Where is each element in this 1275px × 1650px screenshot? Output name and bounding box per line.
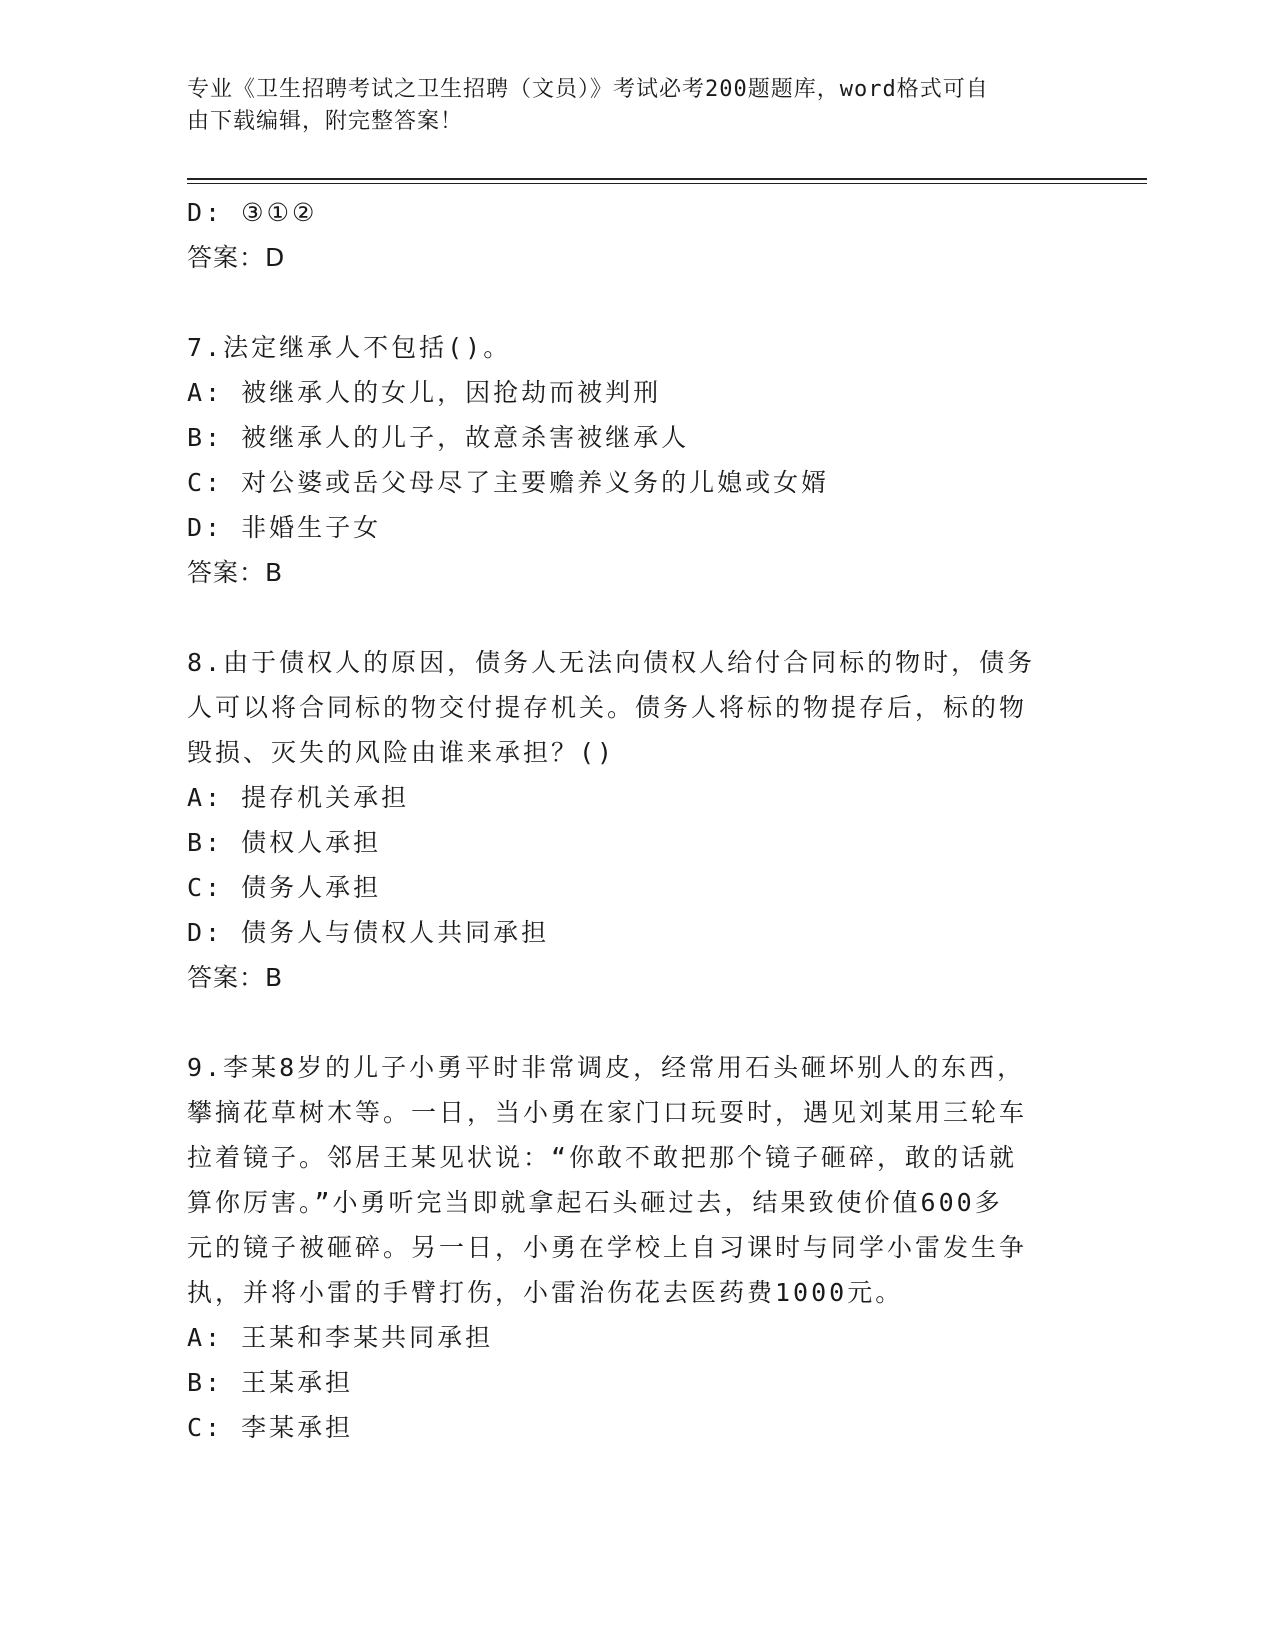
option-a: A: 被继承人的女儿，因抢劫而被判刑 — [187, 378, 662, 407]
option-a: A: 王某和李某共同承担 — [187, 1323, 494, 1352]
option-c: C: 对公婆或岳父母尽了主要赡养义务的儿媳或女婿 — [187, 468, 830, 497]
option-b: B: 王某承担 — [187, 1368, 354, 1397]
option-a: A: 提存机关承担 — [187, 783, 410, 812]
answer: 答案：B — [187, 558, 284, 587]
carryover-answer: 答案：D — [187, 243, 286, 272]
question-stem-line: 毁损、灭失的风险由谁来承担？() — [187, 738, 616, 767]
question-9 — [187, 1045, 1067, 1450]
page-header — [187, 74, 1067, 138]
question-stem-line: 人可以将合同标的物交付提存机关。债务人将标的物提存后，标的物 — [187, 693, 1028, 722]
option-c: C: 债务人承担 — [187, 873, 382, 902]
option-c: C: 李某承担 — [187, 1413, 354, 1442]
page-content — [187, 190, 1067, 1450]
question-stem-line: 8.由于债权人的原因，债务人无法向债权人给付合同标的物时，债务 — [187, 648, 1036, 677]
question-stem-line: 算你厉害。”小勇听完当即就拿起石头砸过去，结果致使价值600多 — [187, 1188, 1003, 1217]
header-divider-thick — [187, 178, 1147, 180]
option-d: D: 非婚生子女 — [187, 513, 382, 542]
question-stem-line: 元的镜子被砸碎。另一日，小勇在学校上自习课时与同学小雷发生争 — [187, 1233, 1028, 1262]
question-stem-line: 拉着镜子。邻居王某见状说：“你敢不敢把那个镜子砸碎，敢的话就 — [187, 1143, 1018, 1172]
question-7 — [187, 325, 1067, 596]
header-divider-thin — [187, 183, 1147, 184]
spacer — [187, 1001, 1067, 1045]
question-8 — [187, 640, 1067, 1001]
option-d: D: 债务人与债权人共同承担 — [187, 918, 550, 947]
question-stem-line: 执，并将小雷的手臂打伤，小雷治伤花去医药费1000元。 — [187, 1278, 904, 1307]
question-stem-line: 攀摘花草树木等。一日，当小勇在家门口玩耍时，遇见刘某用三轮车 — [187, 1098, 1028, 1127]
header-line-2: 由下载编辑，附完整答案！ — [187, 109, 464, 134]
option-b: B: 债权人承担 — [187, 828, 382, 857]
question-stem: 7.法定继承人不包括()。 — [187, 333, 512, 362]
spacer — [187, 281, 1067, 325]
spacer — [187, 596, 1067, 640]
answer: 答案：B — [187, 963, 284, 992]
question-stem-line: 9.李某8岁的儿子小勇平时非常调皮，经常用石头砸坏别人的东西， — [187, 1053, 1026, 1082]
header-line-1: 专业《卫生招聘考试之卫生招聘（文员）》考试必考200题题库，word格式可自 — [187, 77, 989, 102]
option-b: B: 被继承人的儿子，故意杀害被继承人 — [187, 423, 690, 452]
carryover-option-d: D: ③①② — [187, 198, 318, 227]
